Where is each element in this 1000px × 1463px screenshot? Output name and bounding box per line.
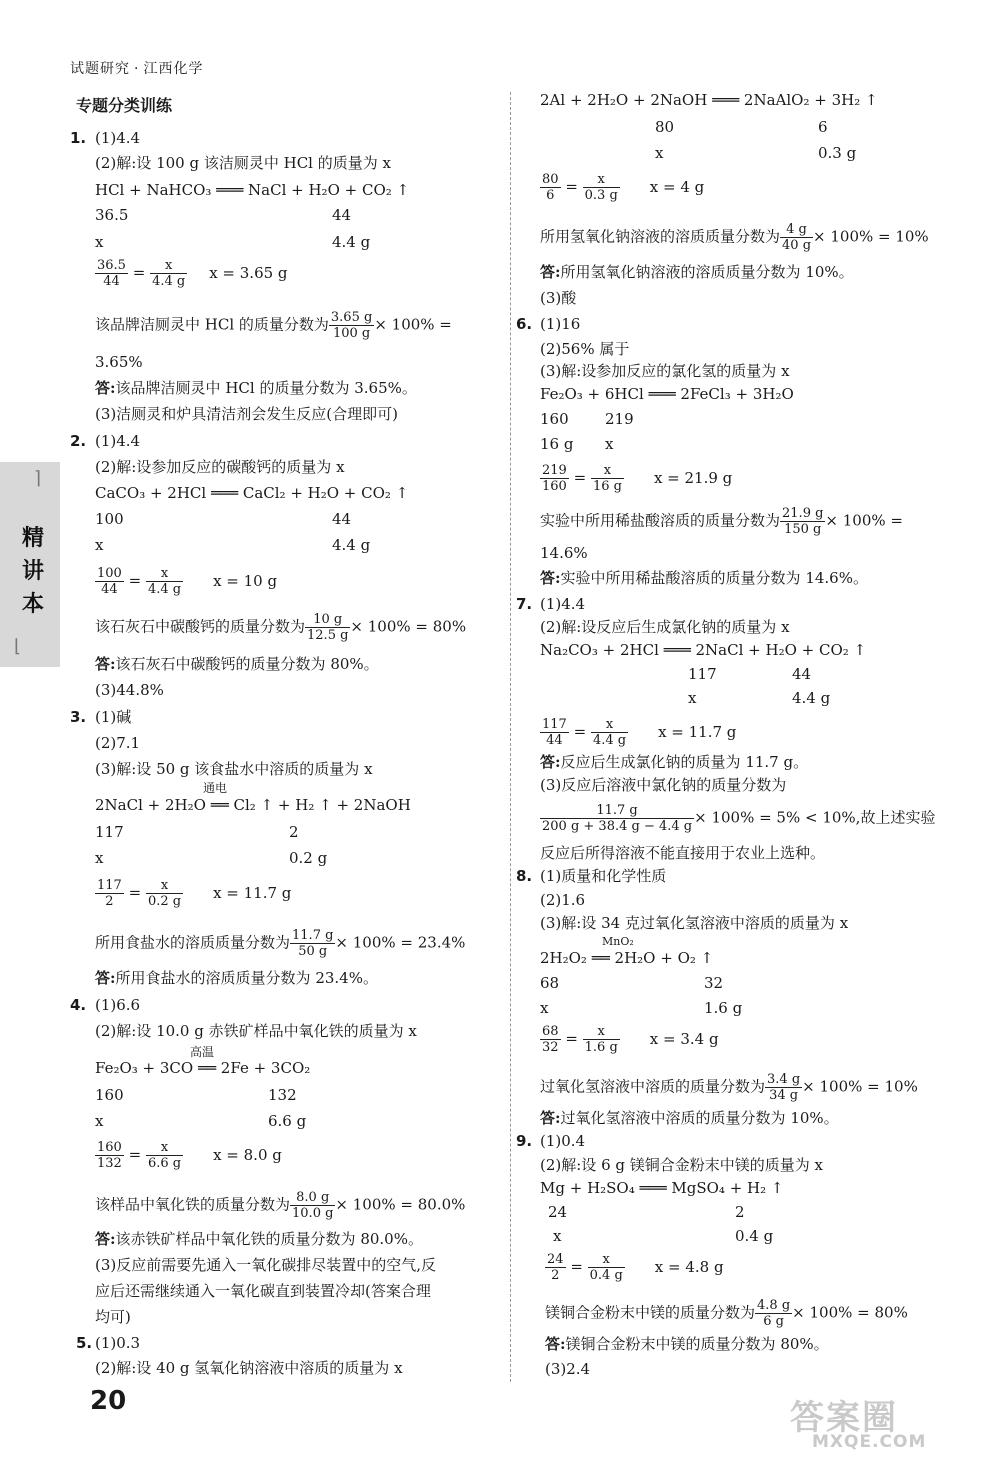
percent-line: 过氧化氢溶液中溶质的质量分数为 $\frac{3.4 g}{34 g}$ × 100% = 10% xyxy=(540,1072,918,1103)
header-dot: · xyxy=(134,61,140,77)
fraction: $\frac{x}{0.4 g}$ xyxy=(589,1252,623,1283)
answer-line: 3.65% xyxy=(95,353,143,371)
known-mass: 6.6 g xyxy=(268,1112,307,1130)
chemical-equation: 2Al + 2H₂O + 2NaOH ═══ 2NaAlO₂ + 3H₂ ↑ xyxy=(540,91,878,109)
fraction: $\frac{219}{160}$ xyxy=(542,463,567,494)
answer-line: (2)解:设 40 g 氢氧化钠溶液中溶质的质量为 x xyxy=(95,1359,403,1377)
fraction: $\frac{x}{0.3 g}$ xyxy=(584,172,618,203)
fraction: $\frac{x}{4.4 g}$ xyxy=(152,258,186,289)
chemical-equation: HCl + NaHCO₃ ═══ NaCl + H₂O + CO₂ ↑ xyxy=(95,181,410,199)
known-mass: 4.4 g xyxy=(792,689,831,707)
molar-mass: 117 xyxy=(688,665,717,683)
molar-mass: 2 xyxy=(289,823,299,841)
proportion: $\frac{117}{44}$ = $\frac{x}{4.4 g}$ x = 11.7 g xyxy=(542,717,737,748)
molar-mass: 44 xyxy=(792,665,812,683)
proportion: $\frac{68}{32}$ = $\frac{x}{1.6 g}$ x = 3.4 g xyxy=(542,1024,719,1055)
fraction: $\frac{x}{6.6 g}$ xyxy=(147,1140,182,1171)
percent-line: $\frac{11.7 g}{200 g + 38.4 g - 4.4 g}$ × 100% = 5% < 10%,故上述实验 xyxy=(542,803,936,834)
question-number: 2. xyxy=(70,432,87,450)
conclusion: 答:镁铜合金粉末中镁的质量分数为 80%。 xyxy=(545,1335,829,1353)
proportion: $\frac{160}{132}$ = $\frac{x}{6.6 g}$ x = 8.0 g xyxy=(97,1140,282,1171)
answer-line: (2)56% 属于 xyxy=(540,340,630,358)
answer-line: (3)解:设参加反应的氯化氢的质量为 x xyxy=(540,362,790,380)
fraction: $\frac{117}{2}$ xyxy=(97,878,122,909)
column-divider xyxy=(510,92,511,1382)
unknown-var: x xyxy=(95,1112,104,1130)
answer-line: 均可) xyxy=(95,1308,131,1326)
answer-line: (2)解:设反应后生成氯化钠的质量为 x xyxy=(540,618,790,636)
answer-line: (1)碱 xyxy=(95,708,132,726)
molar-mass: 160 xyxy=(540,410,569,428)
fraction: $\frac{80}{6}$ xyxy=(542,172,559,203)
question-number: 3. xyxy=(70,708,87,726)
question-number: 7. xyxy=(516,595,533,613)
percent-line: 该石灰石中碳酸钙的质量分数为 $\frac{10 g}{12.5 g}$ × 100% = 80% xyxy=(95,612,467,643)
fraction: $\frac{3.65 g}{100 g}$ xyxy=(330,310,373,341)
fraction: $\frac{x}{1.6 g}$ xyxy=(584,1024,618,1055)
answer-line: (3)反应前需要先通入一氧化碳排尽装置中的空气,反 xyxy=(95,1256,437,1274)
fraction: $\frac{21.9 g}{150 g}$ xyxy=(782,506,824,537)
unknown-var: x xyxy=(655,144,664,162)
answer-line: (1)质量和化学性质 xyxy=(540,867,667,885)
answer-line: (1)6.6 xyxy=(95,996,141,1014)
proportion: $\frac{24}{2}$ = $\frac{x}{0.4 g}$ x = 4.8 g xyxy=(547,1252,724,1283)
molar-mass: 80 xyxy=(655,118,675,136)
answer-line: (2)7.1 xyxy=(95,734,141,752)
fraction: $\frac{160}{132}$ xyxy=(97,1140,122,1171)
reaction-condition: 通电 xyxy=(203,781,228,795)
fraction: $\frac{117}{44}$ xyxy=(542,717,567,748)
answer-line: 反应后所得溶液不能直接用于农业上选种。 xyxy=(540,844,826,862)
question-number: 1. xyxy=(70,129,87,147)
chemical-equation: Fe₂O₃ + 6HCl ═══ 2FeCl₃ + 3H₂O xyxy=(540,385,794,403)
molar-mass: 132 xyxy=(268,1086,297,1104)
chemical-equation: CaCO₃ + 2HCl ═══ CaCl₂ + H₂O + CO₂ ↑ xyxy=(95,484,409,502)
answer-line: (2)解:设 10.0 g 赤铁矿样品中氧化铁的质量为 x xyxy=(95,1022,417,1040)
unknown-var: x xyxy=(95,233,104,251)
fraction: $\frac{x}{4.4 g}$ xyxy=(147,566,182,597)
answer-line: (1)0.4 xyxy=(540,1132,586,1150)
molar-mass: 36.5 xyxy=(95,206,129,224)
answer-line: (1)4.4 xyxy=(95,129,141,147)
chemical-equation: 2H₂O₂ ══ 2H₂O + O₂ ↑ xyxy=(540,949,714,967)
fraction: $\frac{10 g}{12.5 g}$ xyxy=(307,612,349,643)
molar-mass: 24 xyxy=(548,1203,568,1221)
answer-line: (1)0.3 xyxy=(95,1334,141,1352)
fraction: $\frac{x}{0.2 g}$ xyxy=(147,878,182,909)
answer-line: (2)解:设 6 g 镁铜合金粉末中镁的质量为 x xyxy=(540,1156,823,1174)
molar-mass: 32 xyxy=(704,974,724,992)
answer-line: (1)4.4 xyxy=(95,432,141,450)
known-mass: 16 g xyxy=(540,435,574,453)
fraction: $\frac{3.4 g}{34 g}$ xyxy=(767,1072,801,1103)
reaction-condition: MnO₂ xyxy=(602,935,634,948)
result: x = 11.7 g xyxy=(213,883,292,902)
molar-mass: 117 xyxy=(95,823,124,841)
molar-mass: 219 xyxy=(605,410,634,428)
conclusion: 答:该石灰石中碳酸钙的质量分数为 80%。 xyxy=(95,655,379,673)
result: x = 3.4 g xyxy=(649,1029,719,1048)
answer-line: (2)解:设 100 g 该洁厕灵中 HCl 的质量为 x xyxy=(95,154,391,172)
question-number: 9. xyxy=(516,1132,533,1150)
conclusion: 答:实验中所用稀盐酸溶质的质量分数为 14.6%。 xyxy=(540,569,868,587)
known-mass: 0.4 g xyxy=(735,1227,774,1245)
page-number: 20 xyxy=(90,1386,127,1416)
molar-mass: 68 xyxy=(540,974,560,992)
result: x = 8.0 g xyxy=(213,1145,282,1164)
answer-line: (3)2.4 xyxy=(545,1360,591,1378)
unknown-var: x xyxy=(95,536,104,554)
conclusion: 答:反应后生成氯化钠的质量为 11.7 g。 xyxy=(540,753,809,771)
watermark-url: MXQE.COM xyxy=(812,1432,927,1452)
header-subject: 江西化学 xyxy=(143,61,204,77)
answer-line: (1)4.4 xyxy=(540,595,586,613)
section-title: 专题分类训练 xyxy=(76,96,173,115)
answer-line: (3)44.8% xyxy=(95,681,164,699)
fraction: $\frac{11.7 g}{200 g + 38.4 g - 4.4 g}$ xyxy=(542,803,693,834)
molar-mass: 6 xyxy=(818,118,828,136)
percent-line: 镁铜合金粉末中镁的质量分数为 $\frac{4.8 g}{6 g}$ × 100% = 80% xyxy=(545,1298,908,1329)
result: x = 11.7 g xyxy=(658,722,737,741)
answer-line: (3)解:设 50 g 该食盐水中溶质的质量为 x xyxy=(95,760,373,778)
molar-mass: 160 xyxy=(95,1086,124,1104)
proportion: $\frac{219}{160}$ = $\frac{x}{16 g}$ x = 21.9 g xyxy=(542,463,733,494)
chemical-equation: Mg + H₂SO₄ ═══ MgSO₄ + H₂ ↑ xyxy=(540,1179,784,1197)
question-number: 6. xyxy=(516,315,533,333)
molar-mass: 44 xyxy=(332,206,352,224)
unknown-var: x xyxy=(688,689,697,707)
proportion: $\frac{100}{44}$ = $\frac{x}{4.4 g}$ x = 10 g xyxy=(97,566,278,597)
bracket-top-icon: ⌉ xyxy=(34,468,42,489)
fraction: $\frac{4 g}{40 g}$ xyxy=(782,222,812,253)
side-tab-label: 精讲本 xyxy=(22,526,45,617)
side-tab xyxy=(0,462,60,667)
chemical-equation: 2NaCl + 2H₂O ══ Cl₂ ↑ + H₂ ↑ + 2NaOH xyxy=(95,796,411,814)
fraction: $\frac{8.0 g}{10.0 g}$ xyxy=(292,1190,334,1221)
fraction: $\frac{36.5}{44}$ xyxy=(97,258,126,289)
chemical-equation: Fe₂O₃ + 3CO ══ 2Fe + 3CO₂ xyxy=(95,1059,311,1077)
running-header xyxy=(70,58,203,78)
molar-mass: 2 xyxy=(735,1203,745,1221)
known-mass: 1.6 g xyxy=(704,999,743,1017)
known-mass: 0.2 g xyxy=(289,849,328,867)
answer-line: (1)16 xyxy=(540,315,581,333)
answer-line: 14.6% xyxy=(540,544,588,562)
proportion: $\frac{117}{2}$ = $\frac{x}{0.2 g}$ x = 11.7 g xyxy=(97,878,292,909)
percent-line: 该样品中氧化铁的质量分数为 $\frac{8.0 g}{10.0 g}$ × 100% = 80.0% xyxy=(95,1190,466,1221)
unknown-var: x xyxy=(605,435,614,453)
answer-line: (3)酸 xyxy=(540,289,577,307)
question-number: 4. xyxy=(70,996,87,1014)
molar-mass: 100 xyxy=(95,510,124,528)
proportion: $\frac{80}{6}$ = $\frac{x}{0.3 g}$ x = 4 g xyxy=(542,172,705,203)
fraction: $\frac{100}{44}$ xyxy=(97,566,122,597)
known-mass: 4.4 g xyxy=(332,536,371,554)
conclusion: 答:该品牌洁厕灵中 HCl 的质量分数为 3.65%。 xyxy=(95,379,417,397)
fraction: $\frac{68}{32}$ xyxy=(542,1024,559,1055)
conclusion: 答:所用食盐水的溶质质量分数为 23.4%。 xyxy=(95,969,378,987)
chemical-equation: Na₂CO₃ + 2HCl ═══ 2NaCl + H₂O + CO₂ ↑ xyxy=(540,641,867,659)
fraction: $\frac{x}{16 g}$ xyxy=(592,463,622,494)
known-mass: 4.4 g xyxy=(332,233,371,251)
result: x = 21.9 g xyxy=(653,468,733,487)
proportion: $\frac{36.5}{44}$ = $\frac{x}{4.4 g}$ x = 3.65 g xyxy=(97,258,288,289)
fraction: $\frac{x}{4.4 g}$ xyxy=(592,717,627,748)
fraction: $\frac{4.8 g}{6 g}$ xyxy=(757,1298,791,1329)
question-number: 5. xyxy=(76,1334,93,1352)
unknown-var: x xyxy=(553,1227,562,1245)
bracket-bottom-icon: ⌊ xyxy=(14,636,22,657)
unknown-var: x xyxy=(540,999,549,1017)
percent-line: 所用食盐水的溶质质量分数为 $\frac{11.7 g}{50 g}$ × 100% = 23.4% xyxy=(95,928,466,959)
percent-line: 该品牌洁厕灵中 HCl 的质量分数为 $\frac{3.65 g}{100 g}$ × 100% = xyxy=(95,310,452,341)
watermark-logo: 答案圈 xyxy=(790,1398,898,1438)
answer-line: (3)洁厕灵和炉具清洁剂会发生反应(合理即可) xyxy=(95,405,398,423)
fraction: $\frac{11.7 g}{50 g}$ xyxy=(292,928,334,959)
fraction: $\frac{24}{2}$ xyxy=(547,1252,564,1283)
answer-line: 应后还需继续通入一氧化碳直到装置冷却(答案合理 xyxy=(95,1282,431,1300)
reaction-condition: 高温 xyxy=(190,1045,215,1059)
answer-line: (2)1.6 xyxy=(540,891,586,909)
known-mass: 0.3 g xyxy=(818,144,857,162)
molar-mass: 44 xyxy=(332,510,352,528)
answer-line: (2)解:设参加反应的碳酸钙的质量为 x xyxy=(95,458,345,476)
answer-line: (3)反应后溶液中氯化钠的质量分数为 xyxy=(540,776,787,794)
conclusion: 答:过氧化氢溶液中溶质的质量分数为 10%。 xyxy=(540,1109,839,1127)
header-book: 试题研究 xyxy=(70,61,130,77)
answer-line: (3)解:设 34 克过氧化氢溶液中溶质的质量为 x xyxy=(540,914,849,932)
result: x = 4 g xyxy=(649,177,705,196)
result: x = 4.8 g xyxy=(654,1257,724,1276)
question-number: 8. xyxy=(516,867,533,885)
percent-line: 实验中所用稀盐酸溶质的质量分数为 $\frac{21.9 g}{150 g}$ × 100% = xyxy=(540,506,903,537)
result: x = 3.65 g xyxy=(209,263,288,282)
conclusion: 答:所用氢氧化钠溶液的溶质质量分数为 10%。 xyxy=(540,263,854,281)
conclusion: 答:该赤铁矿样品中氧化铁的质量分数为 80.0%。 xyxy=(95,1230,423,1248)
unknown-var: x xyxy=(95,849,104,867)
percent-line: 所用氢氧化钠溶液的溶质质量分数为 $\frac{4 g}{40 g}$ × 100% = 10% xyxy=(540,222,929,253)
result: x = 10 g xyxy=(213,571,278,590)
